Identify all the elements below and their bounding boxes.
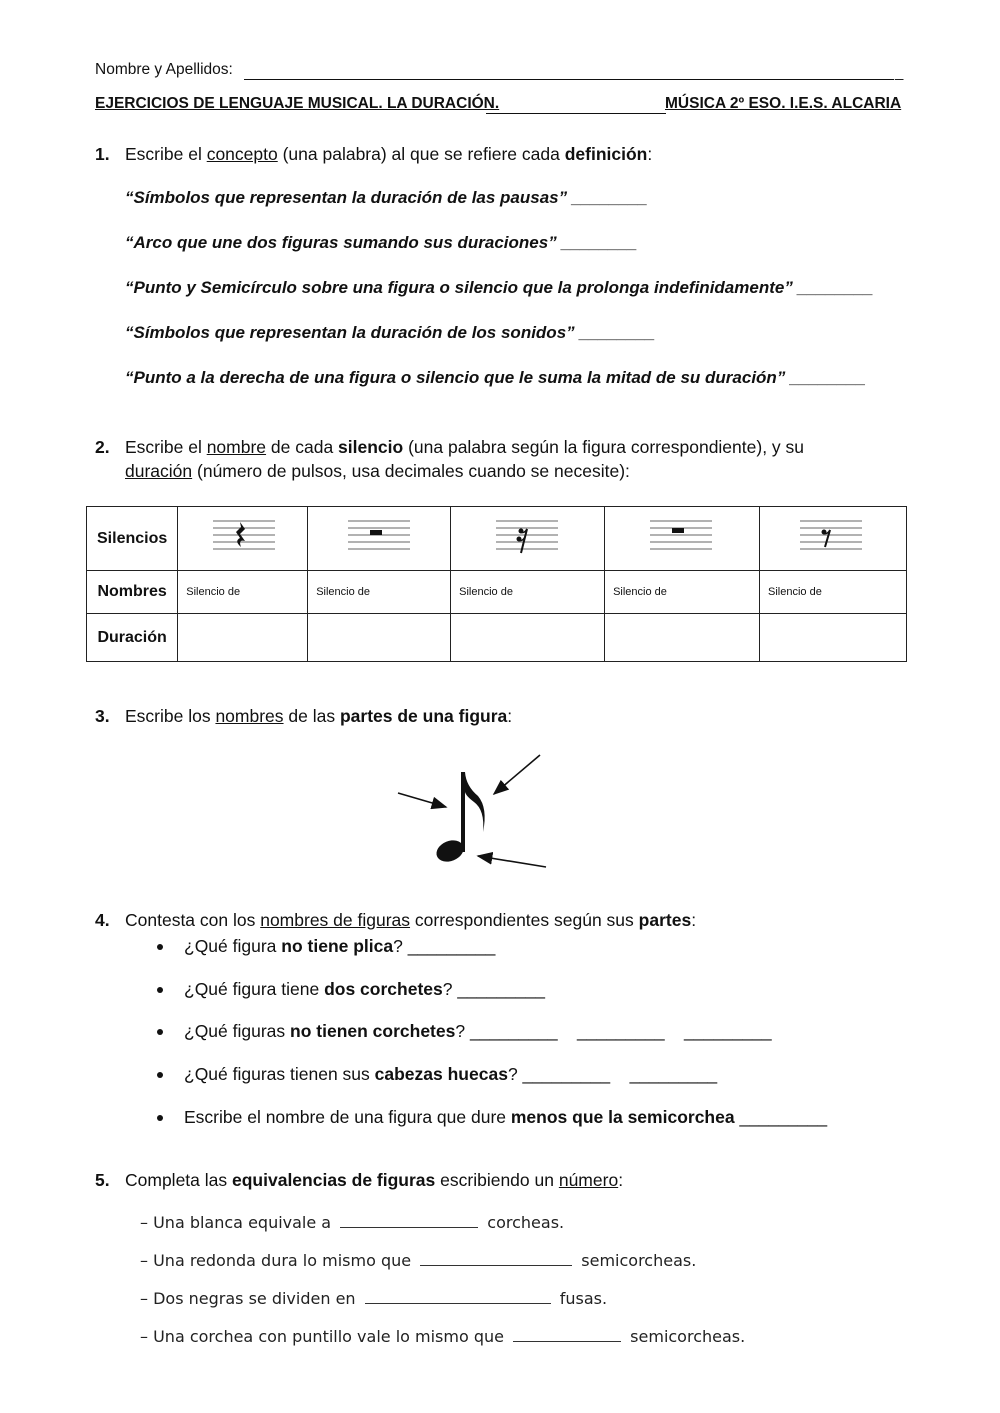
bullet-dot (157, 1115, 163, 1121)
duration-cell-1[interactable] (178, 614, 308, 662)
rest-cell-quarter (178, 507, 308, 571)
q5-number: 5. (95, 1170, 110, 1190)
rest-cell-eighth (760, 507, 907, 571)
eighth-note-diagram (390, 750, 560, 875)
q4-item-2[interactable]: ¿Qué figura tiene dos corchetes? _________ (184, 979, 545, 999)
bullet-dot (157, 1072, 163, 1078)
name-cell-1[interactable]: Silencio de (178, 571, 308, 614)
q4-item-4[interactable]: ¿Qué figuras tienen sus cabezas huecas? _________ _________ (184, 1064, 718, 1084)
bullet-dot (157, 944, 163, 950)
rests-table (86, 506, 907, 662)
name-label: Nombre y Apellidos: (95, 61, 233, 78)
bullet-dot (157, 987, 163, 993)
q1-definition-5[interactable]: “Punto a la derecha de una figura o silencio que le suma la mitad de su duración” ________ (125, 368, 866, 387)
q1-prompt: Escribe el concepto (una palabra) al que se refiere cada definición: (125, 144, 653, 164)
eighth-rest-icon (760, 507, 905, 565)
row-label-duracion: Duración (87, 614, 178, 662)
duration-cell-3[interactable] (451, 614, 605, 662)
name-cell-2[interactable]: Silencio de (308, 571, 451, 614)
duration-cell-4[interactable] (605, 614, 760, 662)
answer-blank-1[interactable] (340, 1226, 478, 1228)
q1-definition-1[interactable]: “Símbolos que representan la duración de las pausas” ________ (125, 188, 648, 207)
name-cell-5[interactable]: Silencio de (760, 571, 907, 614)
note-flag (465, 772, 485, 832)
rest-cell-sixteenth (451, 507, 605, 571)
row-label-silencios: Silencios (87, 507, 178, 571)
q4-item-3[interactable]: ¿Qué figuras no tienen corchetes? _________ _________ _________ (184, 1021, 772, 1041)
q3-number: 3. (95, 706, 110, 726)
q4-prompt: Contesta con los nombres de figuras correspondientes según sus partes: (125, 910, 697, 930)
answer-blank-3[interactable] (365, 1302, 551, 1304)
answer-blank-4[interactable] (513, 1340, 621, 1342)
quarter-rest-icon (178, 507, 306, 565)
sixteenth-rest-icon (451, 507, 603, 565)
q2-number: 2. (95, 437, 110, 457)
rest-cell-whole (605, 507, 760, 571)
note-stem (461, 772, 465, 852)
name-cell-3[interactable]: Silencio de (451, 571, 605, 614)
q1-definition-4[interactable]: “Símbolos que representan la duración de los sonidos” ________ (125, 323, 656, 342)
q2-prompt-line2: duración (número de pulsos, usa decimales cuando se necesite): (125, 461, 630, 481)
whole-rest-icon (605, 507, 757, 565)
name-cell-4[interactable]: Silencio de (605, 571, 760, 614)
half-rest-icon (308, 507, 448, 565)
arrow-head (478, 856, 546, 867)
equivalence-line-3: – Dos negras se dividen en fusas. (140, 1289, 608, 1308)
arrow-stem (398, 793, 446, 807)
course-label: MÚSICA 2º ESO. I.E.S. ALCARIA (665, 95, 902, 112)
q1-number: 1. (95, 144, 110, 164)
q1-definition-2[interactable]: “Arco que une dos figuras sumando sus duraciones” ________ (125, 233, 638, 252)
equivalence-line-2: – Una redonda dura lo mismo que semicorcheas. (140, 1251, 697, 1270)
worksheet-title: EJERCICIOS DE LENGUAJE MUSICAL. LA DURACIÓN. (95, 95, 500, 112)
bullet-dot (157, 1029, 163, 1035)
duration-cell-2[interactable] (308, 614, 451, 662)
duration-cell-5[interactable] (760, 614, 907, 662)
name-field-end: _ (895, 64, 904, 81)
arrow-flag (494, 755, 540, 794)
equivalence-line-4: – Una corchea con puntillo vale lo mismo que semicorcheas. (140, 1327, 746, 1346)
row-label-nombres: Nombres (87, 571, 178, 614)
rest-cell-half (308, 507, 451, 571)
q5-prompt: Completa las equivalencias de figuras escribiendo un número: (125, 1170, 624, 1190)
answer-blank-2[interactable] (420, 1264, 572, 1266)
equivalence-line-1: – Una blanca equivale a corcheas. (140, 1213, 565, 1232)
q4-item-1[interactable]: ¿Qué figura no tiene plica? _________ (184, 936, 496, 956)
q1-definition-3[interactable]: “Punto y Semicírculo sobre una figura o silencio que la prolonga indefinidamente” ________ (125, 278, 874, 297)
title-underline (486, 113, 666, 114)
q2-prompt-line1: Escribe el nombre de cada silencio (una palabra según la figura correspondiente), y su (125, 437, 805, 457)
q4-item-5[interactable]: Escribe el nombre de una figura que dure menos que la semicorchea _________ (184, 1107, 828, 1127)
name-field[interactable] (244, 79, 894, 80)
q3-prompt: Escribe los nombres de las partes de una figura: (125, 706, 513, 726)
q4-number: 4. (95, 910, 110, 930)
